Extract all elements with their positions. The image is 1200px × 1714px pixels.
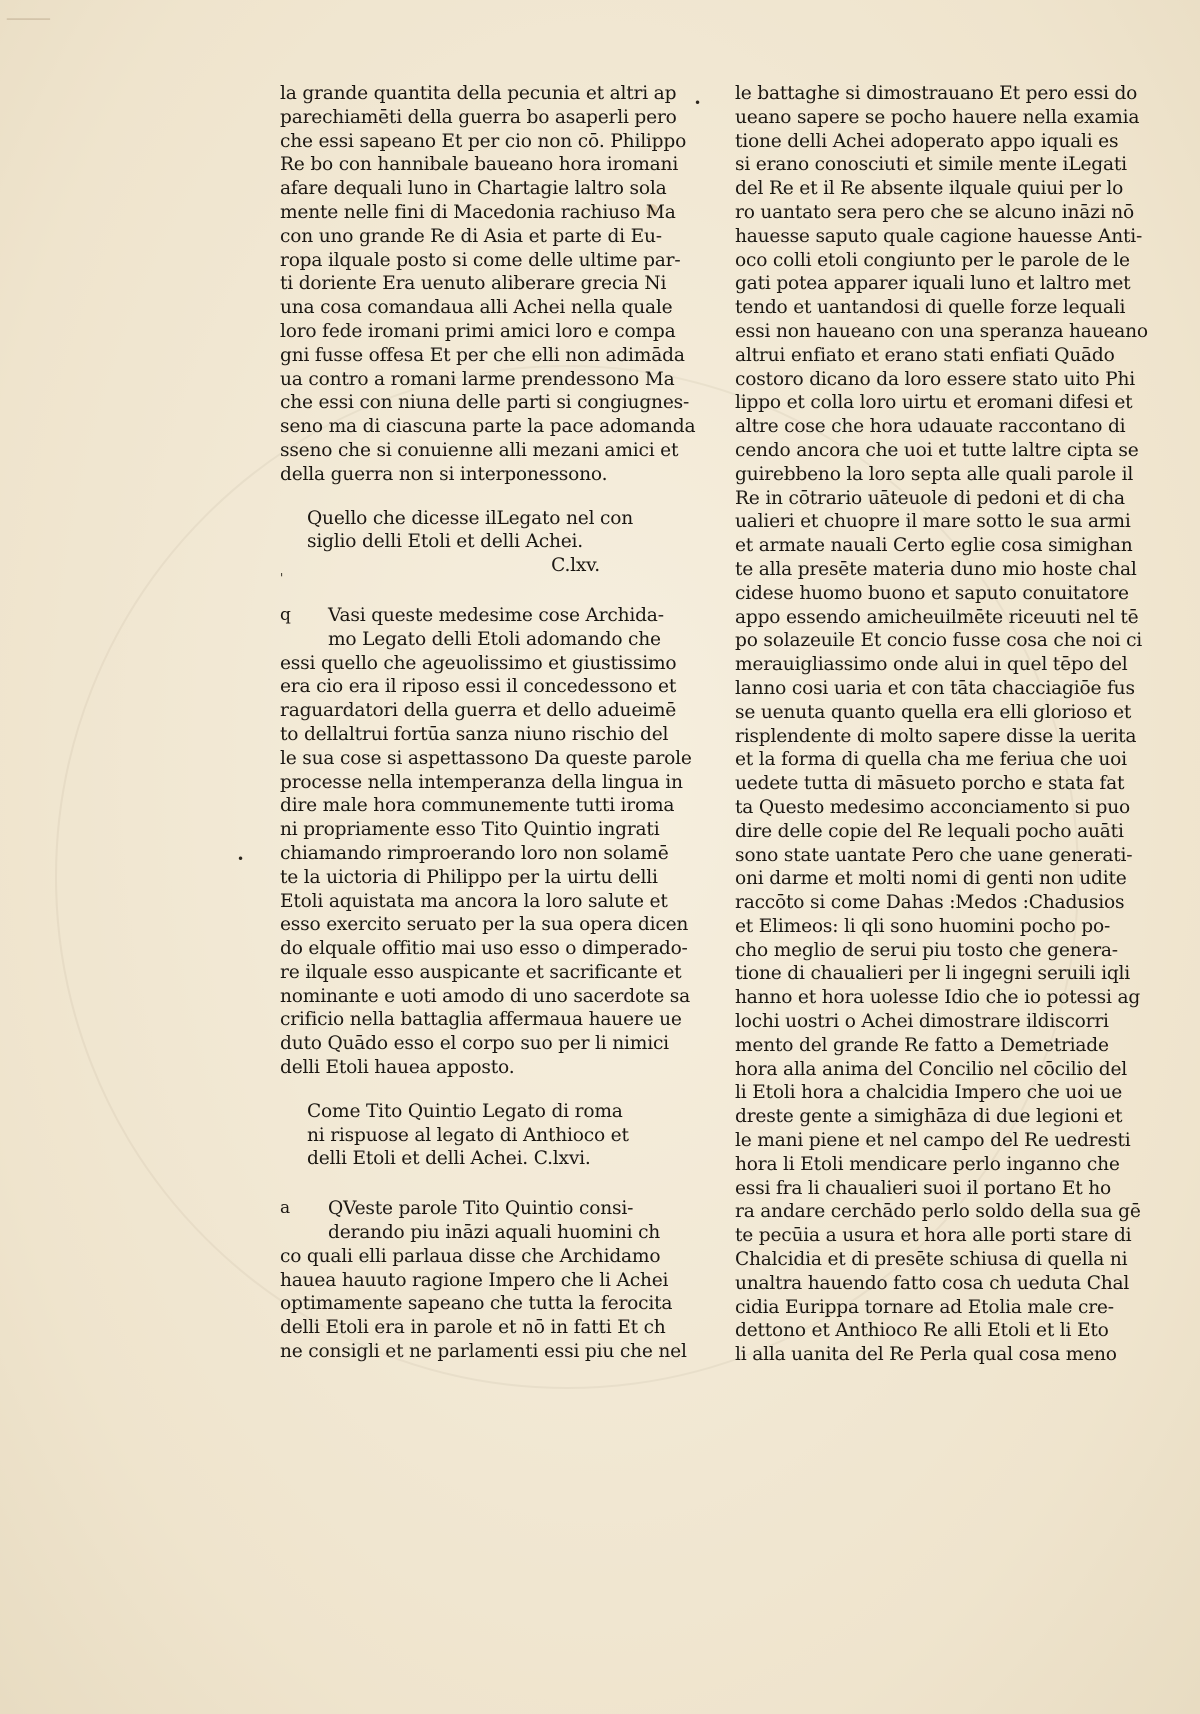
text-line: re ilquale esso auspicante et sacrificante et: [280, 961, 682, 983]
text-line: lanno cosi uaria et con tāta chacciagiōe fus: [735, 677, 1135, 699]
heading-line: ni rispuose al legato di Anthioco et: [307, 1124, 629, 1146]
text-line: ropa ilquale posto si come delle ultime par-: [280, 249, 681, 271]
text-line: altre cose che hora udauate raccontano di: [735, 416, 1126, 438]
text-line: se uenuta quanto quella era elli glorioso et: [735, 701, 1132, 723]
text-line: hanno et hora uolesse Idio che io potessi ag: [735, 987, 1141, 1009]
text-line: cho meglio de serui piu tosto che genera-: [735, 939, 1118, 961]
text-line: che essi sapeano Et per cio non cō. Philippo: [280, 130, 687, 152]
text-line: guirebbeno la loro septa alle quali parole il: [735, 463, 1134, 485]
text-line: Re in cōtrario uāteuole di pedoni et di cha: [735, 487, 1125, 509]
column-bullet-mark: •: [694, 96, 702, 110]
text-line: raguardatori della guerra et dello adueimē: [280, 700, 677, 722]
text-line: dettono et Anthioco Re alli Etoli et li Eto: [735, 1320, 1109, 1342]
text-line: uedete tutta di māsueto porcho e stata fat: [735, 773, 1125, 795]
text-line-with-initial: [280, 1197, 640, 1221]
paragraph-2: [280, 604, 692, 1080]
first-line-text: QVeste parole Tito Quintio consi-: [328, 1198, 634, 1220]
text-line: essi quello che ageuolissimo et giustissimo: [280, 652, 677, 674]
paragraph-3: [280, 1197, 687, 1364]
heading-line: siglio delli Etoli et delli Achei.: [307, 531, 584, 553]
text-line: sseno che si conuienne alli mezani amici et: [280, 439, 679, 461]
paragraph-1: [280, 82, 696, 487]
chapter-heading-lxv: [280, 507, 640, 578]
text-line: le battaghe si dimostrauano Et pero essi do: [735, 83, 1138, 104]
text-line: crificio nella battaglia affermaua hauere ue: [280, 1009, 682, 1031]
text-line: mento del grande Re fatto a Demetriade: [735, 1034, 1109, 1056]
chapter-numeral: C.lxv.: [551, 555, 600, 577]
text-line: ti doriente Era uenuto aliberare grecia Ni: [280, 273, 667, 295]
text-line: et Elimeos: li qli sono huomini pocho po-: [735, 915, 1111, 937]
text-line: hora li Etoli mendicare perlo inganno che: [735, 1153, 1120, 1175]
text-line: esso exercito seruato per la sua opera dicen: [280, 914, 689, 936]
text-line: dire delle copie del Re lequali pocho auāti: [735, 820, 1124, 842]
heading-tick-mark: ': [280, 571, 284, 585]
text-line: ualieri et chuopre il mare sotto le sua armi: [735, 511, 1131, 533]
text-line: hauea hauuto ragione Impero che li Achei: [280, 1269, 669, 1291]
text-line: la grande quantita della pecunia et altri ap: [280, 83, 677, 104]
text-line: ueano sapere se pocho hauere nella examia: [735, 106, 1140, 128]
right-column: [735, 82, 1148, 1367]
text-line: con uno grande Re di Asia et parte di Eu-: [280, 225, 662, 247]
text-line-with-initial: [280, 604, 664, 628]
text-line: ra andare cerchādo perlo soldo della sua gē: [735, 1201, 1141, 1223]
text-line: appo essendo amicheuilmēte riceuuti nel tē: [735, 606, 1139, 628]
left-column: [280, 82, 696, 1364]
text-line: Re bo con hannibale baueano hora iromani: [280, 154, 679, 176]
text-line: cidese huomo buono et saputo conuitatore: [735, 582, 1129, 604]
text-line: sono state uantate Pero che uane generati-: [735, 844, 1133, 866]
text-line: mente nelle fini di Macedonia rachiuso Ma: [280, 201, 676, 223]
heading-line: Quello che dicesse ilLegato nel con: [307, 507, 634, 529]
guide-letter: a: [280, 1198, 290, 1219]
text-line: gni fusse offesa Et per che elli non adimāda: [280, 344, 685, 366]
text-line: te alla presēte materia duno mio hoste chal: [735, 558, 1137, 580]
text-line: dreste gente a simighāza di due legioni et: [735, 1106, 1123, 1128]
text-line: costoro dicano da loro essere stato uito Phi: [735, 368, 1135, 390]
text-line: lippo et colla loro uirtu et eromani difesi et: [735, 392, 1133, 414]
text-line: Etoli aquistata ma ancora la loro salute et: [280, 890, 668, 912]
text-line: della guerra non si interponessono.: [280, 463, 608, 485]
text-line: cidia Eurippa tornare ad Etolia male cre-: [735, 1296, 1114, 1318]
text-line: duto Quādo esso el corpo suo per li nimici: [280, 1033, 669, 1055]
text-line: Chalcidia et di presēte schiusa di quella ni: [735, 1249, 1128, 1271]
text-line: delli Etoli hauea apposto.: [280, 1057, 515, 1079]
text-line: merauigliassimo onde alui in quel tēpo del: [735, 654, 1128, 676]
text-line: seno ma di ciascuna parte la pace adomanda: [280, 416, 696, 438]
text-line: unaltra hauendo fatto cosa ch ueduta Chal: [735, 1272, 1130, 1294]
text-line: li Etoli hora a chalcidia Impero che uoi ue: [735, 1082, 1123, 1104]
text-line: oco colli etoli congiunto per le parole de le: [735, 249, 1130, 271]
text-line: te la uictoria di Philippo per la uirtu delli: [280, 866, 658, 888]
text-line: cendo ancora che uoi et tutte laltre cipta se: [735, 439, 1139, 461]
chapter-heading-lxvi: [280, 1100, 640, 1171]
text-line: processe nella intemperanza della lingua in: [280, 771, 683, 793]
text-line: nominante e uoti amodo di uno sacerdote sa: [280, 985, 690, 1007]
text-line: era cio era il riposo essi il concedessono et: [280, 676, 677, 698]
text-line: le sua cose si aspettassono Da queste parole: [280, 747, 692, 769]
text-line: et armate nauali Certo eglie cosa simighan: [735, 535, 1133, 557]
text-line: et la forma di quella cha me feriua che uoi: [735, 749, 1127, 771]
text-line: ta Questo medesimo acconciamento si puo: [735, 796, 1130, 818]
text-line: chiamando rimproerando loro non solamē: [280, 842, 669, 864]
text-line: mo Legato delli Etoli adomando che: [328, 628, 661, 650]
text-line: oni darme et molti nomi di genti non udite: [735, 868, 1127, 890]
text-line: hauesse saputo quale cagione hauesse Anti-: [735, 225, 1143, 247]
text-line: loro fede iromani primi amici loro e compa: [280, 320, 676, 342]
text-line: che essi con niuna delle parti si congiugnes-: [280, 392, 690, 414]
text-line: afare dequali luno in Chartagie laltro sola: [280, 178, 667, 200]
margin-dot-mark: •: [237, 852, 245, 866]
text-line: co quali elli parlaua disse che Archidamo: [280, 1245, 661, 1267]
text-line: essi non haueano con una speranza haueano: [735, 320, 1148, 342]
corner-mark: ⸻: [6, 8, 51, 29]
text-line: altrui enfiato et erano stati enfiati Quādo: [735, 344, 1115, 366]
text-line: le mani piene et nel campo del Re uedresti: [735, 1130, 1131, 1152]
text-line: gati potea apparer iquali luno et laltro met: [735, 273, 1131, 295]
text-line: delli Etoli era in parole et nō in fatti Et ch: [280, 1317, 666, 1339]
text-line: te pecūia a usura et hora alle porti stare di: [735, 1225, 1132, 1247]
text-line: optimamente sapeano che tutta la ferocita: [280, 1293, 673, 1315]
text-line: ua contro a romani larme prendessono Ma: [280, 368, 675, 390]
text-line: lochi uostri o Achei dimostrare ildiscorri: [735, 1011, 1109, 1033]
heading-line: Come Tito Quintio Legato di roma: [307, 1100, 623, 1122]
text-line: do elquale offitio mai uso esso o dimperado-: [280, 938, 688, 960]
text-line: del Re et il Re absente ilquale quiui per lo: [735, 178, 1124, 200]
text-line: dire male hora communemente tutti iroma: [280, 795, 675, 817]
guide-letter: q: [280, 604, 291, 625]
text-line: essi fra li chaualieri suoi il portano Et ho: [735, 1177, 1112, 1199]
text-line: una cosa comandaua alli Achei nella quale: [280, 297, 673, 319]
text-line: to dellaltrui fortūa sanza niuno rischio del: [280, 723, 669, 745]
text-line: derando piu ināzi aquali huomini ch: [328, 1222, 661, 1244]
heading-line: delli Etoli et delli Achei. C.lxvi.: [307, 1148, 591, 1170]
text-line: tendo et uantandosi di quelle forze lequali: [735, 297, 1126, 319]
text-line: ro uantato sera pero che se alcuno ināzi nō: [735, 201, 1134, 223]
first-line-text: Vasi queste medesime cose Archida-: [328, 604, 664, 626]
text-line: raccōto si come Dahas :Medos :Chadusios: [735, 892, 1125, 914]
text-line: ni propriamente esso Tito Quintio ingrati: [280, 819, 660, 841]
text-line: parechiamēti della guerra bo asaperli pero: [280, 106, 677, 128]
text-line: risplendente di molto sapere disse la uerita: [735, 725, 1137, 747]
text-line: tione delli Achei adoperato appo iquali es: [735, 130, 1119, 152]
text-line: ne consigli et ne parlamenti essi piu che nel: [280, 1341, 687, 1363]
text-line: si erano conosciuti et simile mente iLegati: [735, 154, 1127, 176]
text-line: li alla uanita del Re Perla qual cosa meno: [735, 1344, 1117, 1366]
text-line: po solazeuile Et concio fusse cosa che noi ci: [735, 630, 1143, 652]
text-line: hora alla anima del Concilio nel cōcilio del: [735, 1058, 1128, 1080]
text-line: tione di chaualieri per li ingegni seruili iqli: [735, 963, 1131, 985]
